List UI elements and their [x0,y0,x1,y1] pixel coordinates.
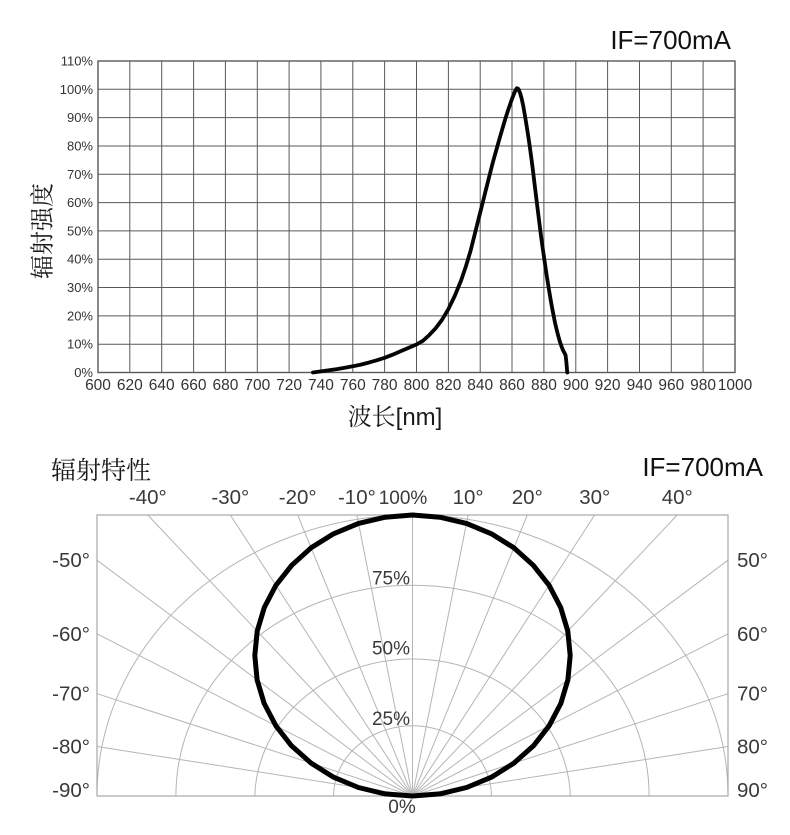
polar-grid-rays [97,515,728,796]
angle-tick-label: -10° [337,486,376,509]
spectral-if-current-label: IF=700mA [610,25,731,55]
y-tick-label: 70% [66,166,93,182]
angle-tick-label: 90° [737,779,769,802]
angle-tick-label: -40° [128,486,167,509]
radial-tick-label: 100% [378,488,428,509]
x-tick-label: 800 [403,377,430,394]
x-tick-label: 840 [467,377,494,394]
polar-radial-labels [372,488,427,818]
y-tick-label: 10% [66,336,93,352]
y-tick-label: 50% [66,223,93,239]
x-tick-label: 940 [626,377,653,394]
spectral-curve [313,88,567,372]
angle-tick-label: -30° [211,486,250,509]
y-tick-label: 60% [66,195,93,211]
spectral-y-axis-title: 辐射强度 [29,183,57,279]
y-tick-label: 90% [66,110,93,126]
angle-tick-label: 40° [661,486,693,509]
spectral-x-tick-labels [85,377,753,394]
polar-if-current-label: IF=700mA [642,452,763,482]
angle-tick-label: -20° [278,486,317,509]
y-tick-label: 100% [59,81,93,97]
radial-tick-label: 25% [371,708,410,730]
x-tick-label: 900 [562,377,589,394]
y-tick-label: 20% [66,308,93,324]
angle-tick-label: -50° [52,549,90,573]
angle-tick-label: -90° [52,779,90,802]
y-tick-label: 110% [60,53,93,69]
x-tick-label: 960 [658,377,685,394]
x-tick-label: 700 [244,377,271,394]
x-tick-label: 600 [85,377,111,394]
spectral-x-axis-title: 波长[nm] [347,404,443,431]
radial-tick-label: 0% [388,797,416,818]
x-tick-label: 720 [276,377,303,394]
y-tick-label: 80% [66,138,93,154]
x-tick-label: 820 [435,377,462,394]
angle-tick-label: -70° [52,682,90,706]
x-tick-label: 620 [116,377,143,394]
x-tick-label: 660 [180,377,207,394]
radial-tick-label: 50% [371,638,410,660]
spectral-y-tick-labels [60,54,94,381]
x-tick-label: 740 [307,377,334,394]
angle-tick-label: 80° [737,735,769,759]
x-tick-label: 920 [594,377,621,394]
x-tick-label: 1000 [717,377,753,394]
angle-tick-label: -80° [52,735,90,759]
x-tick-label: 760 [339,377,366,394]
y-tick-label: 30% [66,280,93,295]
x-tick-label: 680 [212,377,239,394]
x-tick-label: 980 [690,377,717,394]
y-tick-label: 0% [74,365,93,380]
angle-tick-label: 20° [511,486,543,509]
y-tick-label: 40% [66,251,93,267]
polar-chart-title: 辐射特性 [51,457,152,485]
angle-tick-label: -60° [52,622,90,646]
x-tick-label: 640 [148,377,175,394]
x-tick-label: 860 [499,377,525,394]
angle-tick-label: 50° [737,549,769,573]
radial-tick-label: 75% [371,568,410,590]
angle-tick-label: 70° [737,682,769,706]
angle-tick-label: 10° [452,486,484,509]
x-tick-label: 880 [530,377,557,394]
angle-tick-label: 60° [737,622,769,646]
angle-tick-label: 30° [579,486,611,509]
x-tick-label: 780 [371,377,398,394]
polar-angle-labels [52,486,768,802]
spectral-grid [98,61,735,373]
